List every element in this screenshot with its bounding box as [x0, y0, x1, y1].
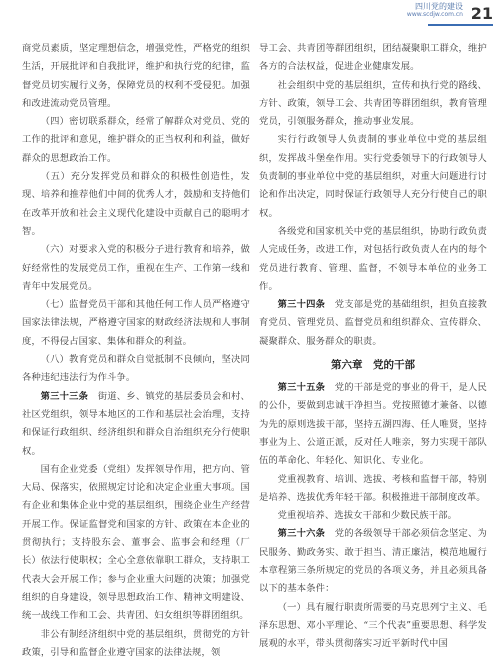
- paragraph: [22, 296, 250, 351]
- paragraph-text: 党的干部是党的事业的骨干，是人民的公仆，要做到忠诚干净担当。党按照德才兼备、以德为先的原则选拔干部，坚持五湖四海、任人唯贤，坚持事业为上、公道正派，反对任人唯亲，努力实现干部队伍的革命化、年轻化、知识化、专业化。: [259, 382, 487, 466]
- paragraph: [259, 296, 487, 351]
- paragraph: [259, 77, 487, 132]
- header-accent-bar: [428, 24, 493, 26]
- page-number: 21: [471, 4, 493, 23]
- paragraph-text: （四）密切联系群众，经常了解群众对党员、党的工作的批评和意见，维护群众的正当权利和利益，做好群众的思想政治工作。: [22, 116, 250, 164]
- paragraph-text: 街道、乡、镇党的基层委员会和村、社区党组织，领导本地区的工作和基层社会治理，支持和保证行政组织、经济组织和群众自治组织充分行使职权。: [22, 391, 250, 457]
- article-number: 第三十三条: [41, 391, 89, 402]
- paragraph-text: 各级党和国家机关中党的基层组织，协助行政负责人完成任务，改进工作，对包括行政负责人在内的每个党员进行教育、管理、监督，不领导本单位的业务工作。: [259, 226, 487, 292]
- paragraph: [259, 131, 487, 222]
- paragraph-text: 国有企业党委（党组）发挥领导作用，把方向、管大局、保落实，依照规定讨论和决定企业重大事项。国有企业和集体企业中党的基层组织，围绕企业生产经营开展工作。保证监督党和国家的方针、政策在本企业的贯彻执行；支持股东会、董事会、监事会和经理（厂长）依法行使职权；全心全意依靠职工群众，支持职工代表大会开展工作；参与企业重大问题的决策；加强党组织的自身建设，领导思想政治工作、精神文明建设、统一战线工作和工会、共青团、妇女组织等群团组织。: [22, 464, 250, 621]
- article-number: 第三十四条: [278, 299, 326, 310]
- page-header: [0, 0, 503, 30]
- paragraph-text: 党重视培养、选拔女干部和少数民族干部。: [278, 510, 458, 521]
- paragraph: [22, 113, 250, 168]
- website-url: www.scdjw.com.cn: [407, 11, 463, 19]
- paragraph-text: （六）对要求入党的积极分子进行教育和培养，做好经常性的发展党员工作，重视在生产、工作第一线和青年中发展党员。: [22, 244, 250, 292]
- paragraph: [22, 241, 250, 296]
- paragraph-text: （五）充分发挥党员和群众的积极性创造性，发现、培养和推荐他们中间的优秀人才，鼓励和支持他们在改革开放和社会主义现代化建设中贡献自己的聪明才智。: [22, 171, 250, 237]
- paragraph-text: 导工会、共青团等群团组织，团结凝聚职工群众，维护各方的合法权益，促进企业健康发展。: [259, 43, 487, 72]
- paragraph: [22, 351, 250, 388]
- paragraph: [259, 525, 487, 598]
- paragraph: [259, 379, 487, 470]
- paragraph-text: 社会组织中党的基层组织，宣传和执行党的路线、方针、政策，领导工会、共青团等群团组织，教育管理党员，引领服务群众，推动事业发展。: [259, 80, 487, 128]
- paragraph-text: （七）监督党员干部和其他任何工作人员严格遵守国家法律法规，严格遵守国家的财政经济法规和人事制度，不得侵占国家、集体和群众的利益。: [22, 299, 250, 347]
- paragraph-text: （八）教育党员和群众自觉抵制不良倾向，坚决同各种违纪违法行为作斗争。: [22, 354, 250, 383]
- paragraph: [22, 168, 250, 241]
- paragraph-text: 党重视教育、培训、选拔、考核和监督干部，特别是培养、选拔优秀年轻干部。积极推进干部制度改革。: [259, 474, 487, 503]
- article-number: 第三十五条: [278, 382, 326, 393]
- right-column: [259, 40, 487, 635]
- paragraph: [259, 40, 487, 77]
- paragraph: [259, 507, 487, 525]
- paragraph-text: 非公有制经济组织中党的基层组织，贯彻党的方针政策，引导和监督企业遵守国家的法律法规，领: [22, 629, 250, 658]
- paragraph: [259, 599, 487, 654]
- paragraph-text: （一）具有履行职责所需要的马克思列宁主义、毛泽东思想、邓小平理论、“三个代表”重要思想、科学发展观的水平，带头贯彻落实习近平新时代中国: [259, 602, 487, 650]
- paragraph: [22, 388, 250, 461]
- paragraph: [22, 40, 250, 113]
- paragraph: [259, 471, 487, 508]
- paragraph: [22, 626, 250, 662]
- paragraph: [259, 223, 487, 296]
- paragraph-text: 党的各级领导干部必须信念坚定、为民服务、勤政务实、敢于担当、清正廉洁，模范地履行本章程第三条所规定的党员的各项义务，并且必须具备以下的基本条件：: [259, 528, 487, 594]
- paragraph: [22, 461, 250, 626]
- chapter-heading: 第六章 党的干部: [259, 357, 487, 373]
- magazine-title: 四川党的建设: [415, 2, 463, 11]
- paragraph-text: 党支部是党的基础组织，担负直接教育党员、管理党员、监督党员和组织群众、宣传群众、凝聚群众、服务群众的职责。: [259, 299, 487, 347]
- left-column: [22, 40, 250, 635]
- paragraph-text: 实行行政领导人负责制的事业单位中党的基层组织，发挥战斗堡垒作用。实行党委领导下的行政领导人负责制的事业单位中党的基层组织，对重大问题进行讨论和作出决定，同时保证行政领导人充分行使自己的职权。: [259, 134, 487, 218]
- paragraph-text: 商党员素质，坚定理想信念，增强党性，严格党的组织生活，开展批评和自我批评，维护和执行党的纪律，监督党员切实履行义务，保障党员的权利不受侵犯。加强和改进流动党员管理。: [22, 43, 250, 109]
- article-number: 第三十六条: [278, 528, 326, 539]
